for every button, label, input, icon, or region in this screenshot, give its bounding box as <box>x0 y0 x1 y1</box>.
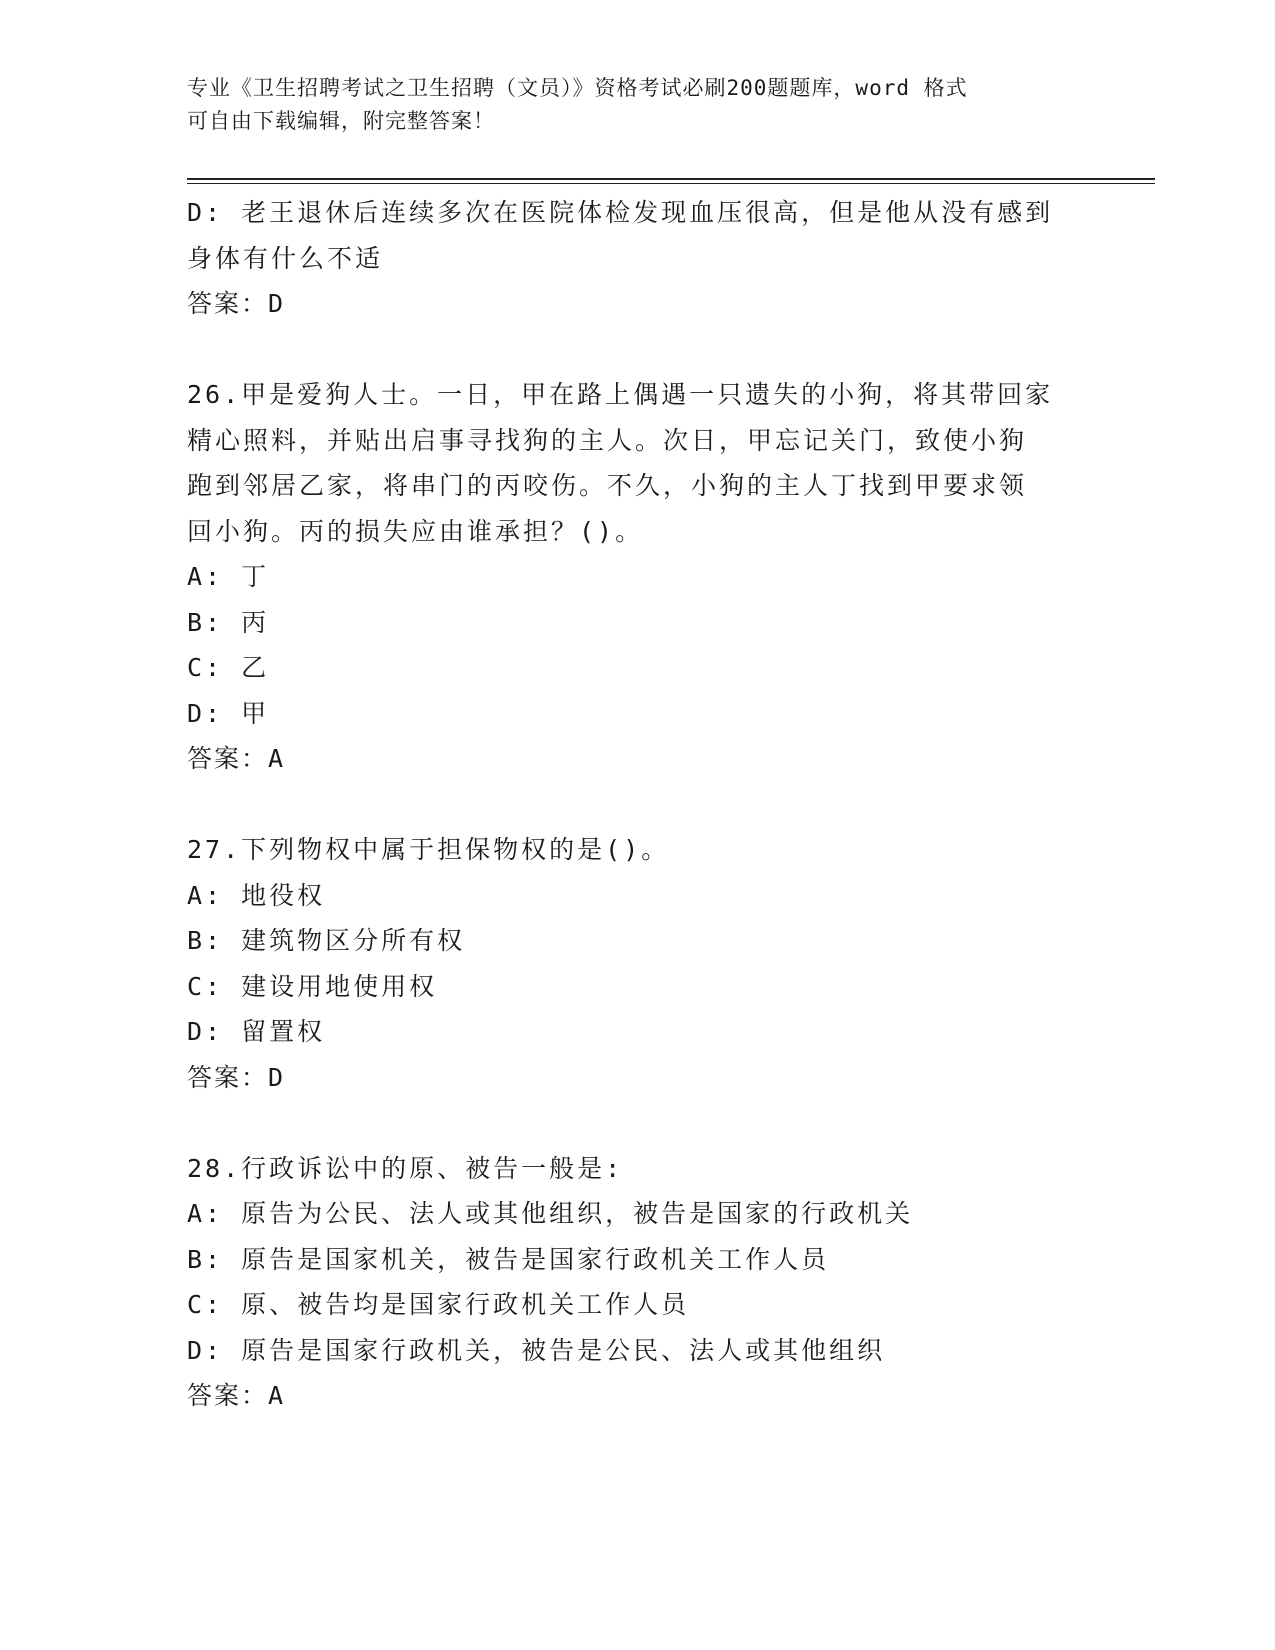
question-block-28 <box>187 1146 1087 1419</box>
option-d-line-2: 身体有什么不适 <box>187 243 384 273</box>
option-a: A: 地役权 <box>187 880 326 910</box>
spacer <box>187 782 1087 828</box>
spacer <box>187 1100 1087 1146</box>
option-a: A: 原告为公民、法人或其他组织，被告是国家的行政机关 <box>187 1199 914 1228</box>
option-d: D: 原告是国家行政机关，被告是公民、法人或其他组织 <box>187 1335 886 1365</box>
question-stem: 28.行政诉讼中的原、被告一般是: <box>187 1153 624 1183</box>
header-title-line-2: 可自由下载编辑，附完整答案！ <box>187 109 495 133</box>
option-c: C: 建设用地使用权 <box>187 971 438 1001</box>
answer-label: 答案：A <box>187 744 286 773</box>
header-title-line-1: 专业《卫生招聘考试之卫生招聘（文员）》资格考试必刷200题题库，word 格式 <box>187 76 968 100</box>
option-b: B: 丙 <box>187 607 270 637</box>
option-a: A: 丁 <box>187 562 270 591</box>
document-header <box>187 72 1087 138</box>
question-list <box>187 190 1087 1419</box>
header-divider-thick <box>187 178 1155 180</box>
option-d: D: 甲 <box>187 698 270 728</box>
question-stem-line-2: 精心照料，并贴出启事寻找狗的主人。次日，甲忘记关门，致使小狗 <box>187 425 1028 455</box>
option-d-line-1: D: 老王退休后连续多次在医院体检发现血压很高，但是他从没有感到 <box>187 198 1054 227</box>
answer-label: 答案：D <box>187 289 286 318</box>
option-d: D: 留置权 <box>187 1017 326 1046</box>
question-block-prev <box>187 190 1087 327</box>
question-stem-line-3: 跑到邻居乙家，将串门的丙咬伤。不久，小狗的主人丁找到甲要求领 <box>187 471 1028 500</box>
option-b: B: 原告是国家机关，被告是国家行政机关工作人员 <box>187 1244 830 1274</box>
option-b: B: 建筑物区分所有权 <box>187 926 466 955</box>
answer-label: 答案：A <box>187 1381 286 1410</box>
header-divider-thin <box>187 183 1155 184</box>
question-stem-line-1: 26.甲是爱狗人士。一日，甲在路上偶遇一只遗失的小狗，将其带回家 <box>187 380 1054 409</box>
option-c: C: 原、被告均是国家行政机关工作人员 <box>187 1290 690 1319</box>
spacer <box>187 327 1087 373</box>
question-block-26 <box>187 372 1087 782</box>
question-stem-line-4: 回小狗。丙的损失应由谁承担？()。 <box>187 516 644 546</box>
option-c: C: 乙 <box>187 653 270 682</box>
question-block-27 <box>187 827 1087 1100</box>
question-stem: 27.下列物权中属于担保物权的是()。 <box>187 835 670 864</box>
answer-label: 答案：D <box>187 1062 286 1092</box>
